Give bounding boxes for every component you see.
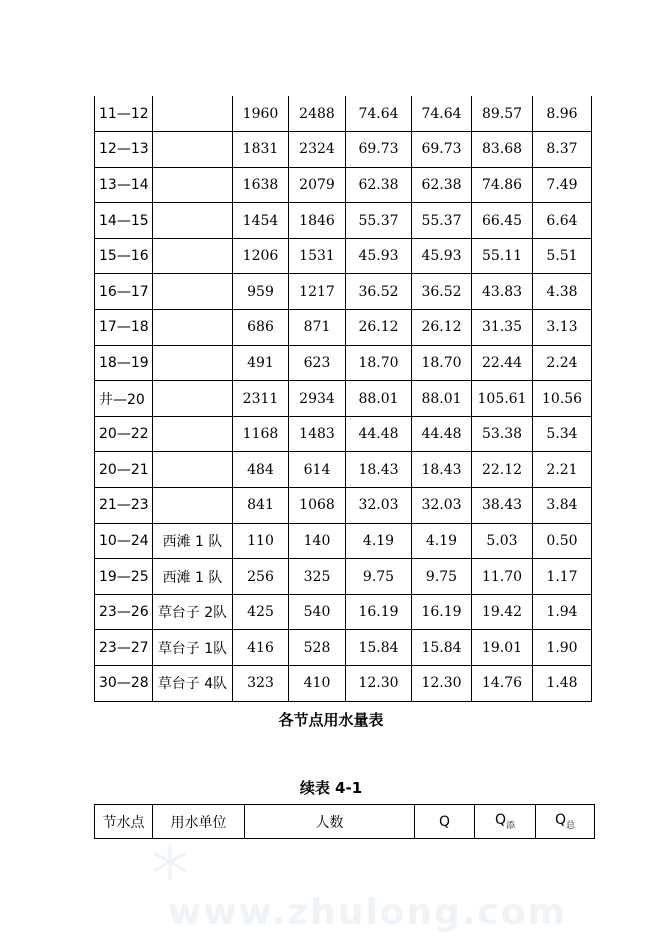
cell-c3: 74.64	[346, 96, 412, 132]
snowflake-logo-icon	[150, 842, 190, 882]
cell-c5: 19.42	[472, 594, 533, 630]
cell-c2: 528	[289, 630, 346, 666]
header-q-add-sub: 添	[506, 820, 516, 831]
cell-unit	[153, 416, 233, 452]
cell-c6: 5.51	[533, 238, 592, 274]
cell-c4: 62.38	[412, 167, 472, 203]
cell-c2: 540	[289, 594, 346, 630]
table-row	[95, 203, 592, 239]
header-node: 节水点	[95, 805, 153, 839]
cell-c4: 74.64	[412, 96, 472, 132]
cell-c1: 686	[233, 310, 289, 346]
cell-c4: 12.30	[412, 666, 472, 702]
table-body	[95, 96, 592, 701]
cell-c4: 18.70	[412, 345, 472, 381]
header-unit: 用水单位	[153, 805, 245, 839]
cell-node: 23—26	[95, 594, 153, 630]
cell-unit	[153, 167, 233, 203]
cell-c4: 36.52	[412, 274, 472, 310]
header-row	[95, 805, 595, 839]
cell-c6: 3.13	[533, 310, 592, 346]
cell-c1: 2311	[233, 381, 289, 417]
table-row	[95, 559, 592, 595]
cell-unit	[153, 132, 233, 168]
cell-node: 井—20	[95, 381, 153, 417]
cell-unit: 西滩 1 队	[153, 559, 233, 595]
cell-c6: 8.37	[533, 132, 592, 168]
cell-node: 20—21	[95, 452, 153, 488]
cell-unit	[153, 488, 233, 524]
cell-c1: 256	[233, 559, 289, 595]
cell-c4: 32.03	[412, 488, 472, 524]
cell-c5: 38.43	[472, 488, 533, 524]
cell-c5: 31.35	[472, 310, 533, 346]
cell-unit: 草台子 4队	[153, 666, 233, 702]
cell-node: 23—27	[95, 630, 153, 666]
cell-c6: 2.24	[533, 345, 592, 381]
cell-c1: 1638	[233, 167, 289, 203]
cell-c4: 9.75	[412, 559, 472, 595]
cell-c5: 89.57	[472, 96, 533, 132]
cell-c3: 55.37	[346, 203, 412, 239]
cell-c6: 1.90	[533, 630, 592, 666]
cell-c6: 1.48	[533, 666, 592, 702]
cell-c5: 22.12	[472, 452, 533, 488]
cell-c5: 11.70	[472, 559, 533, 595]
cell-c2: 410	[289, 666, 346, 702]
cell-c6: 3.84	[533, 488, 592, 524]
table-row	[95, 238, 592, 274]
cell-unit	[153, 96, 233, 132]
cell-c2: 2488	[289, 96, 346, 132]
cell-unit	[153, 345, 233, 381]
cell-c1: 323	[233, 666, 289, 702]
cell-node: 30—28	[95, 666, 153, 702]
cell-c4: 26.12	[412, 310, 472, 346]
cell-c6: 1.17	[533, 559, 592, 595]
cell-node: 15—16	[95, 238, 153, 274]
cell-c2: 1068	[289, 488, 346, 524]
cell-c5: 19.01	[472, 630, 533, 666]
cell-node: 21—23	[95, 488, 153, 524]
table-row	[95, 132, 592, 168]
cell-c3: 88.01	[346, 381, 412, 417]
cell-c6: 1.94	[533, 594, 592, 630]
header-q-add	[475, 805, 536, 839]
cell-unit	[153, 310, 233, 346]
cell-c1: 484	[233, 452, 289, 488]
cell-c1: 491	[233, 345, 289, 381]
table-row	[95, 167, 592, 203]
table-row	[95, 381, 592, 417]
cell-unit	[153, 274, 233, 310]
cell-c6: 7.49	[533, 167, 592, 203]
water-usage-table	[94, 96, 592, 702]
cell-node: 13—14	[95, 167, 153, 203]
cell-unit	[153, 452, 233, 488]
cell-c5: 83.68	[472, 132, 533, 168]
cell-c5: 14.76	[472, 666, 533, 702]
cell-c6: 5.34	[533, 416, 592, 452]
table-row	[95, 96, 592, 132]
header-q-total-sub: 总	[566, 820, 576, 831]
cell-c6: 6.64	[533, 203, 592, 239]
cell-c3: 16.19	[346, 594, 412, 630]
cell-c6: 0.50	[533, 523, 592, 559]
table-row	[95, 274, 592, 310]
cell-c2: 1531	[289, 238, 346, 274]
cell-node: 12—13	[95, 132, 153, 168]
cell-c3: 69.73	[346, 132, 412, 168]
cell-node: 19—25	[95, 559, 153, 595]
cell-c4: 16.19	[412, 594, 472, 630]
cell-c4: 4.19	[412, 523, 472, 559]
table-row	[95, 666, 592, 702]
cell-c2: 1846	[289, 203, 346, 239]
cell-c3: 45.93	[346, 238, 412, 274]
table-caption: 各节点用水量表	[278, 711, 384, 729]
cell-c4: 18.43	[412, 452, 472, 488]
cell-c3: 4.19	[346, 523, 412, 559]
cell-c6: 2.21	[533, 452, 592, 488]
cell-unit	[153, 381, 233, 417]
header-q: Q	[415, 805, 475, 839]
cell-c2: 623	[289, 345, 346, 381]
table-row	[95, 523, 592, 559]
cell-c2: 1217	[289, 274, 346, 310]
header-q-total-main: Q	[554, 812, 566, 829]
cell-unit: 西滩 1 队	[153, 523, 233, 559]
cell-node: 17—18	[95, 310, 153, 346]
cell-c4: 88.01	[412, 381, 472, 417]
cell-c2: 614	[289, 452, 346, 488]
cell-c2: 1483	[289, 416, 346, 452]
cell-c3: 36.52	[346, 274, 412, 310]
cell-node: 11—12	[95, 96, 153, 132]
cell-c2: 2324	[289, 132, 346, 168]
cell-c1: 959	[233, 274, 289, 310]
cell-c3: 18.70	[346, 345, 412, 381]
cell-node: 10—24	[95, 523, 153, 559]
cell-unit	[153, 203, 233, 239]
cell-c3: 62.38	[346, 167, 412, 203]
cell-c6: 10.56	[533, 381, 592, 417]
cell-node: 14—15	[95, 203, 153, 239]
cell-c1: 110	[233, 523, 289, 559]
watermark-text: www.zhulong.com	[168, 892, 568, 933]
cell-c5: 66.45	[472, 203, 533, 239]
cell-c3: 44.48	[346, 416, 412, 452]
cell-node: 20—22	[95, 416, 153, 452]
cell-c3: 9.75	[346, 559, 412, 595]
cell-c1: 1454	[233, 203, 289, 239]
cell-c1: 841	[233, 488, 289, 524]
cell-c5: 55.11	[472, 238, 533, 274]
cell-c1: 1168	[233, 416, 289, 452]
cell-c6: 4.38	[533, 274, 592, 310]
table-row	[95, 594, 592, 630]
cell-c1: 1831	[233, 132, 289, 168]
table-row	[95, 310, 592, 346]
cell-c4: 55.37	[412, 203, 472, 239]
cell-c3: 12.30	[346, 666, 412, 702]
cell-c4: 44.48	[412, 416, 472, 452]
cell-c4: 69.73	[412, 132, 472, 168]
cell-c5: 74.86	[472, 167, 533, 203]
cell-c3: 15.84	[346, 630, 412, 666]
cell-c1: 425	[233, 594, 289, 630]
continued-table-title: 续表 4-1	[299, 779, 363, 797]
cell-c3: 18.43	[346, 452, 412, 488]
cell-c2: 2079	[289, 167, 346, 203]
cell-c5: 53.38	[472, 416, 533, 452]
table-row	[95, 488, 592, 524]
cell-node: 16—17	[95, 274, 153, 310]
cell-c4: 15.84	[412, 630, 472, 666]
cell-unit: 草台子 2队	[153, 594, 233, 630]
cell-c3: 26.12	[346, 310, 412, 346]
cell-c4: 45.93	[412, 238, 472, 274]
table-row	[95, 452, 592, 488]
cell-c6: 8.96	[533, 96, 592, 132]
cell-c1: 1960	[233, 96, 289, 132]
header-q-total	[536, 805, 595, 839]
table-row	[95, 630, 592, 666]
watermark	[148, 838, 568, 936]
cell-c2: 325	[289, 559, 346, 595]
cell-unit	[153, 238, 233, 274]
cell-c5: 5.03	[472, 523, 533, 559]
continued-table-header	[94, 804, 595, 839]
header-people: 人数	[245, 805, 415, 839]
cell-c5: 105.61	[472, 381, 533, 417]
cell-c2: 871	[289, 310, 346, 346]
cell-node: 18—19	[95, 345, 153, 381]
cell-c3: 32.03	[346, 488, 412, 524]
cell-unit: 草台子 1队	[153, 630, 233, 666]
table-row	[95, 416, 592, 452]
cell-c1: 1206	[233, 238, 289, 274]
cell-c5: 43.83	[472, 274, 533, 310]
header-q-add-main: Q	[494, 812, 506, 829]
cell-c2: 140	[289, 523, 346, 559]
cell-c1: 416	[233, 630, 289, 666]
table-row	[95, 345, 592, 381]
cell-c5: 22.44	[472, 345, 533, 381]
cell-c2: 2934	[289, 381, 346, 417]
